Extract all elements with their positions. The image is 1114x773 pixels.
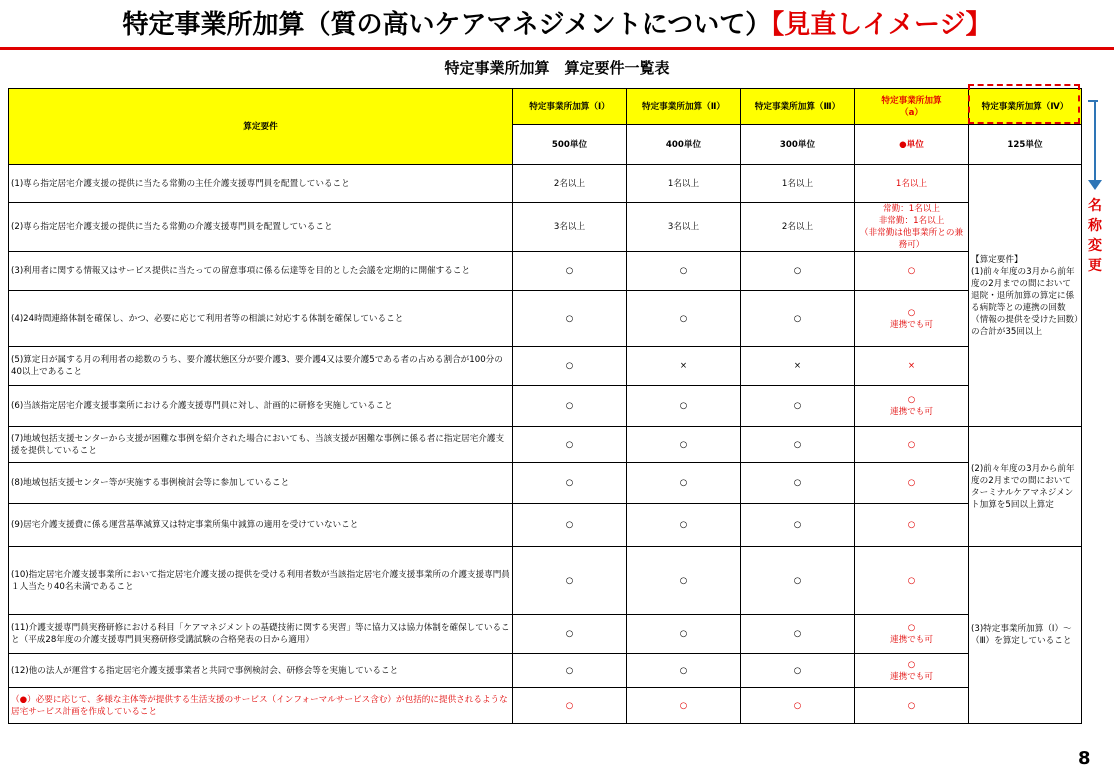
table-row <box>9 252 1082 291</box>
table-row <box>9 547 1082 615</box>
title-underline <box>0 47 1114 50</box>
cell-col-3: ○ <box>741 291 855 347</box>
cell-col-1: ○ <box>513 347 627 386</box>
cell-col-3: 1名以上 <box>741 165 855 203</box>
cell-col-1: ○ <box>513 252 627 291</box>
cell-col-2: ○ <box>627 688 741 724</box>
table-row <box>9 427 1082 463</box>
column-header-4: 特定事業所加算 （a） <box>855 89 969 125</box>
requirements-table <box>8 88 1082 724</box>
table-row <box>9 291 1082 347</box>
requirement-text: (3)利用者に関する情報又はサービス提供に当たっての留意事項に係る伝達等を目的とした会議を定期的に開催すること <box>9 252 513 291</box>
iv-requirement-note: (2)前々年度の3月から前年度の2月までの間においてターミナルケアマネジメント加算を5回以上算定 <box>969 427 1082 547</box>
requirement-text: (9)居宅介護支援費に係る運営基準減算又は特定事業所集中減算の適用を受けていないこと <box>9 504 513 547</box>
page-number: 8 <box>1078 748 1091 769</box>
cell-col-4: ○ 連携でも可 <box>855 615 969 654</box>
requirement-text: (6)当該指定居宅介護支援事業所における介護支援専門員に対し、計画的に研修を実施していること <box>9 386 513 427</box>
cell-col-3: ○ <box>741 615 855 654</box>
cell-col-1: 2名以上 <box>513 165 627 203</box>
cell-col-1: ○ <box>513 291 627 347</box>
requirement-text: (5)算定日が属する月の利用者の総数のうち、要介護状態区分が要介護3、要介護4又は要介護5である者の占める割合が100分の40以上であること <box>9 347 513 386</box>
cell-col-3: ○ <box>741 547 855 615</box>
iv-requirement-note: 【算定要件】 (1)前々年度の3月から前年度の2月までの間において退院・退所加算の算定に係る病院等との連携の回数（情報の提供を受けた回数）の合計が35回以上 <box>969 165 1082 427</box>
cell-col-1: ○ <box>513 463 627 504</box>
requirement-text: (11)介護支援専門員実務研修における科目「ケアマネジメントの基礎技術に関する実習」等に協力又は協力体制を確保していること（平成28年度の介護支援専門員実務研修受講試験の合格発表の日から適用） <box>9 615 513 654</box>
cell-col-1: ○ <box>513 615 627 654</box>
cell-col-3: 2名以上 <box>741 203 855 252</box>
cell-col-2: ○ <box>627 291 741 347</box>
column-header-5: 特定事業所加算（Ⅳ） <box>969 89 1082 125</box>
cell-col-3: ○ <box>741 463 855 504</box>
requirement-text: (8)地域包括支援センター等が実施する事例検討会等に参加していること <box>9 463 513 504</box>
requirement-text: (4)24時間連絡体制を確保し、かつ、必要に応じて利用者等の相談に対応する体制を確保していること <box>9 291 513 347</box>
units-4: ●単位 <box>855 125 969 165</box>
cell-col-1: ○ <box>513 427 627 463</box>
cell-col-4: ○ 連携でも可 <box>855 386 969 427</box>
table-row <box>9 203 1082 252</box>
cell-col-4: ○ <box>855 427 969 463</box>
cell-col-3: ○ <box>741 427 855 463</box>
cell-col-2: ○ <box>627 463 741 504</box>
requirement-text: (12)他の法人が運営する指定居宅介護支援事業者と共同で事例検討会、研修会等を実施していること <box>9 654 513 688</box>
title-suffix: 【見直しイメージ】 <box>771 10 992 40</box>
header-row <box>9 89 1082 125</box>
cell-col-4: ○ <box>855 463 969 504</box>
units-1: 500単位 <box>513 125 627 165</box>
table-row <box>9 386 1082 427</box>
iv-requirement-note: (3)特定事業所加算（Ⅰ）～（Ⅲ）を算定していること <box>969 547 1082 724</box>
cell-col-2: ○ <box>627 252 741 291</box>
column-header-2: 特定事業所加算（Ⅱ） <box>627 89 741 125</box>
cell-col-2: 3名以上 <box>627 203 741 252</box>
title-main: 特定事業所加算（質の高いケアマネジメントについて） <box>122 10 772 40</box>
table-row <box>9 654 1082 688</box>
cell-col-1: ○ <box>513 504 627 547</box>
requirement-text: (1)専ら指定居宅介護支援の提供に当たる常勤の主任介護支援専門員を配置していること <box>9 165 513 203</box>
cell-col-3: × <box>741 347 855 386</box>
cell-col-4: ○ 連携でも可 <box>855 291 969 347</box>
cell-col-3: ○ <box>741 654 855 688</box>
table-row <box>9 504 1082 547</box>
column-header-3: 特定事業所加算（Ⅲ） <box>741 89 855 125</box>
page-title <box>0 6 1114 44</box>
requirement-text: （●）必要に応じて、多様な主体等が提供する生活支援のサービス（インフォーマルサービス含む）が包括的に提供されるような居宅サービス計画を作成していること <box>9 688 513 724</box>
rename-label: 名称変更 <box>1088 198 1102 274</box>
table-row <box>9 463 1082 504</box>
cell-col-1: ○ <box>513 386 627 427</box>
cell-col-2: × <box>627 347 741 386</box>
cell-col-4: ○ <box>855 688 969 724</box>
cell-col-2: ○ <box>627 504 741 547</box>
cell-col-2: ○ <box>627 427 741 463</box>
arrow-down-icon <box>1088 180 1102 190</box>
units-2: 400単位 <box>627 125 741 165</box>
cell-col-2: 1名以上 <box>627 165 741 203</box>
table-row <box>9 688 1082 724</box>
cell-col-4: ○ <box>855 252 969 291</box>
cell-col-3: ○ <box>741 504 855 547</box>
cell-col-3: ○ <box>741 688 855 724</box>
units-5: 125単位 <box>969 125 1082 165</box>
cell-col-4: ○ <box>855 504 969 547</box>
cell-col-4: ○ <box>855 547 969 615</box>
cell-col-1: 3名以上 <box>513 203 627 252</box>
cell-col-1: ○ <box>513 547 627 615</box>
table-row <box>9 165 1082 203</box>
column-header-1: 特定事業所加算（Ⅰ） <box>513 89 627 125</box>
cell-col-1: ○ <box>513 688 627 724</box>
cell-col-4: ○ 連携でも可 <box>855 654 969 688</box>
cell-col-1: ○ <box>513 654 627 688</box>
table-row <box>9 615 1082 654</box>
header-requirement: 算定要件 <box>9 89 513 165</box>
cell-col-4: × <box>855 347 969 386</box>
requirement-text: (7)地域包括支援センターから支援が困難な事例を紹介された場合においても、当該支援が困難な事例に係る者に指定居宅介護支援を提供していること <box>9 427 513 463</box>
requirement-text: (10)指定居宅介護支援事業所において指定居宅介護支援の提供を受ける利用者数が当該指定居宅介護支援事業所の介護支援専門員１人当たり40名未満であること <box>9 547 513 615</box>
cell-col-2: ○ <box>627 654 741 688</box>
arrow-shaft <box>1094 100 1096 182</box>
cell-col-2: ○ <box>627 386 741 427</box>
cell-col-2: ○ <box>627 547 741 615</box>
cell-col-2: ○ <box>627 615 741 654</box>
arrow-top <box>1088 100 1098 102</box>
cell-col-4: 常勤：1名以上 非常勤：1名以上 （非常勤は他事業所との兼務可） <box>855 203 969 252</box>
requirement-text: (2)専ら指定居宅介護支援の提供に当たる常勤の介護支援専門員を配置していること <box>9 203 513 252</box>
table-subtitle: 特定事業所加算 算定要件一覧表 <box>444 59 670 77</box>
table-row <box>9 347 1082 386</box>
cell-col-3: ○ <box>741 252 855 291</box>
units-3: 300単位 <box>741 125 855 165</box>
cell-col-3: ○ <box>741 386 855 427</box>
cell-col-4: 1名以上 <box>855 165 969 203</box>
